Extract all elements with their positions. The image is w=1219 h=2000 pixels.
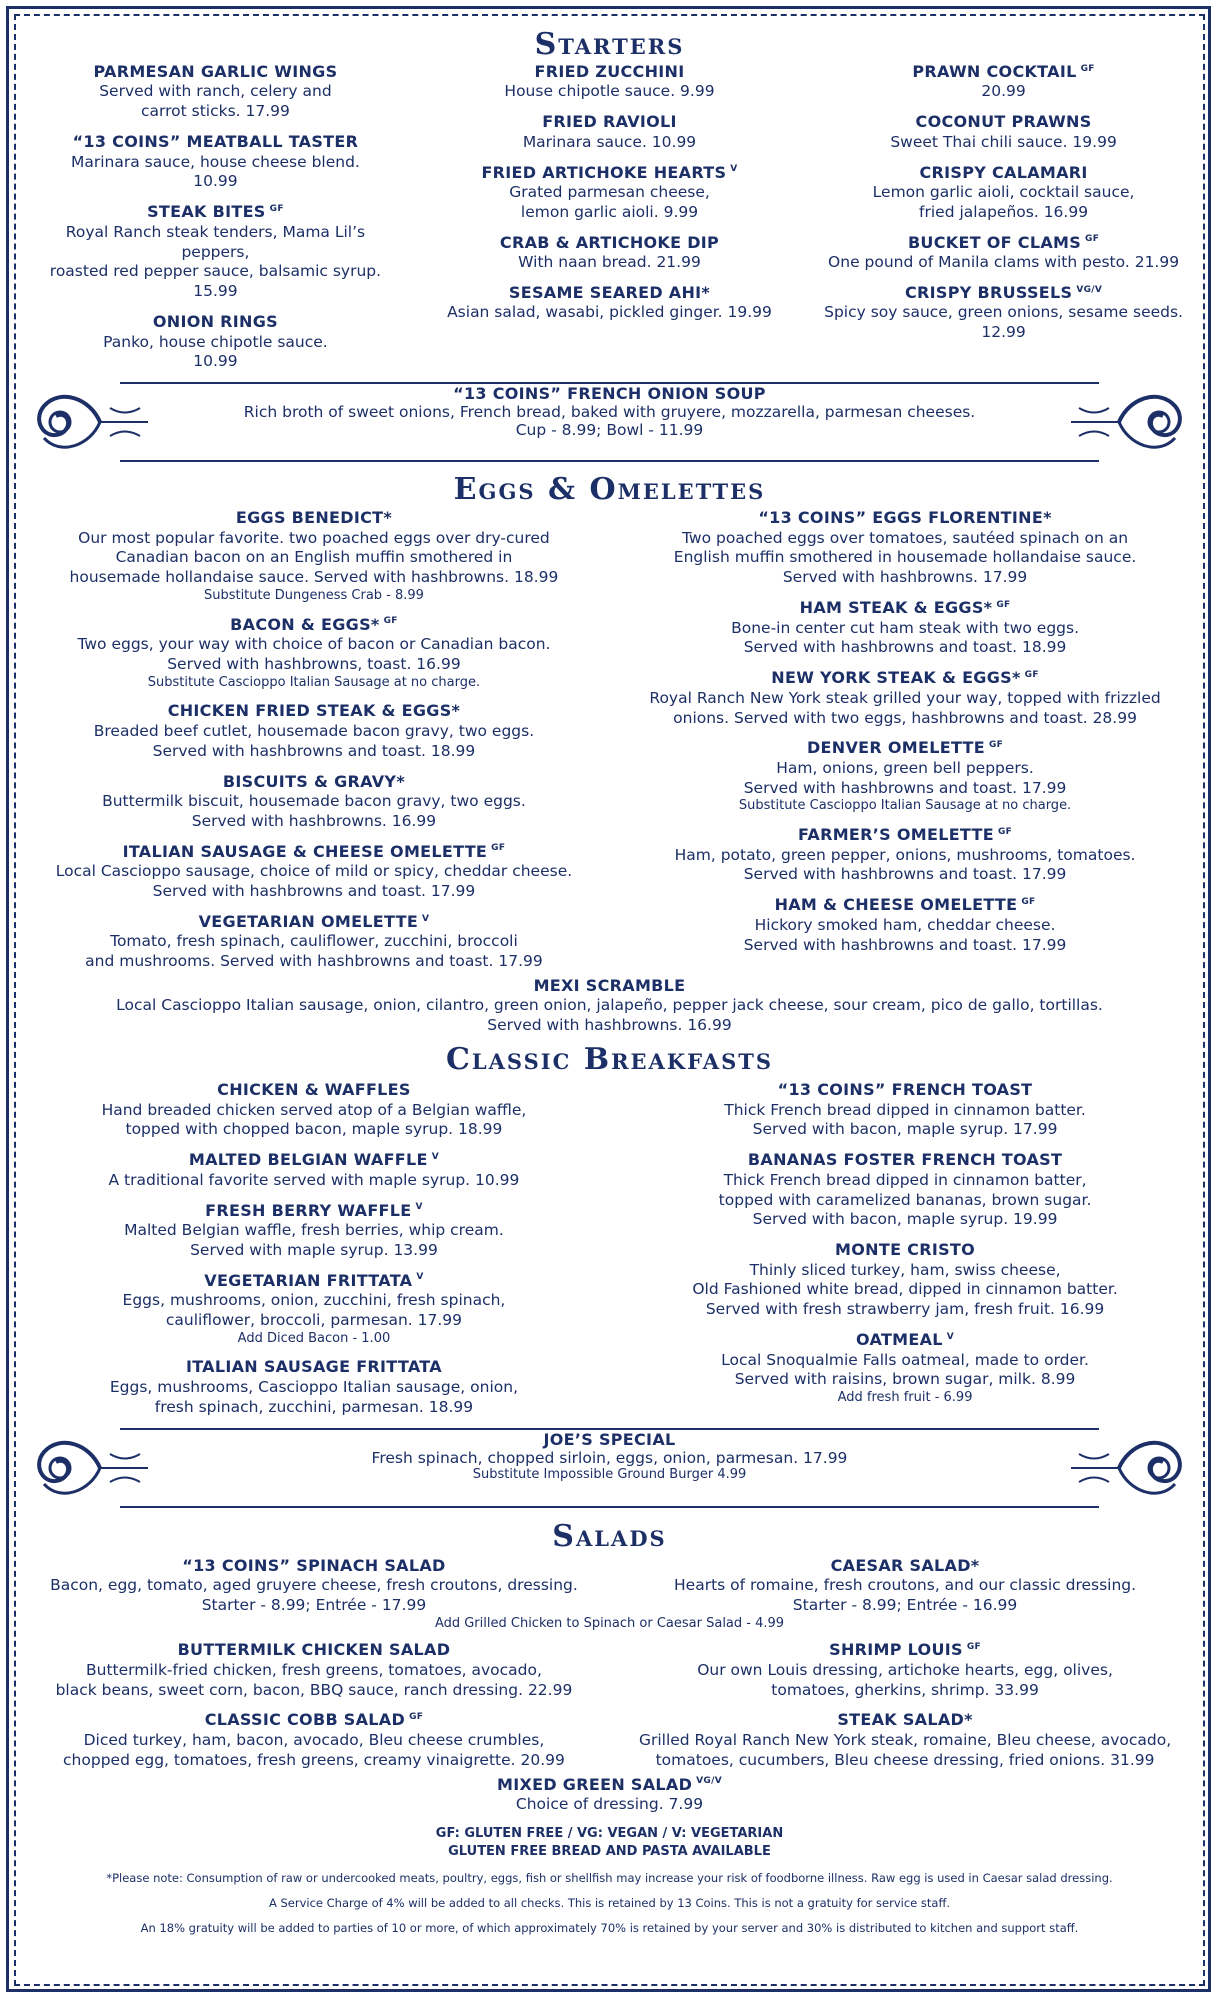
menu-item-note: Add fresh fruit - 6.99	[837, 1390, 973, 1406]
menu-item	[621, 1240, 1189, 1320]
footer-notes	[30, 1871, 1189, 1936]
menu-item-desc: Canadian bacon on an English muffin smothered in	[115, 548, 513, 567]
dietary-tag: V	[431, 1151, 440, 1162]
menu-item-name: FRESH BERRY WAFFLE	[205, 1200, 412, 1220]
menu-item	[621, 1710, 1189, 1770]
menu-item-heading	[621, 598, 1189, 618]
menu-item-heading	[30, 912, 598, 932]
menu-item-desc: Hand breaded chicken served atop of a Belgian waffle,	[101, 1100, 527, 1119]
menu-item	[30, 701, 598, 761]
menu-item-desc: Served with bacon, maple syrup. 19.99	[752, 1210, 1058, 1229]
menu-item-heading	[30, 1357, 598, 1377]
menu-item-desc: 20.99	[981, 82, 1026, 101]
mexi-scramble-desc-2: Served with hashbrowns. 16.99	[487, 1016, 732, 1035]
menu-item	[30, 1640, 598, 1700]
menu-item-desc: chopped egg, tomatoes, fresh greens, creamy vinaigrette. 20.99	[63, 1750, 565, 1769]
starters-col-1	[30, 62, 401, 372]
menu-item-name: NEW YORK STEAK & EGGS*	[771, 668, 1021, 688]
menu-item-name: DENVER OMELETTE	[806, 738, 985, 758]
menu-item-name: ITALIAN SAUSAGE FRITTATA	[185, 1357, 442, 1377]
menu-item-desc: Breaded beef cutlet, housemade bacon gravy, two eggs.	[93, 721, 535, 740]
menu-item-heading	[30, 1080, 598, 1100]
menu-item	[621, 895, 1189, 955]
menu-item	[30, 62, 401, 122]
spinach-salad-item	[30, 1556, 598, 1616]
menu-item-note: Substitute Dungeness Crab - 8.99	[203, 588, 424, 604]
menu-item-desc: fried jalapeños. 16.99	[919, 202, 1089, 221]
eggs-col-right	[621, 508, 1189, 972]
menu-item	[30, 312, 401, 372]
dietary-tag: V	[422, 913, 430, 924]
menu-item-heading	[818, 283, 1189, 303]
menu-item-heading	[621, 1330, 1189, 1350]
menu-item-heading	[621, 508, 1189, 528]
menu-item-heading	[621, 1080, 1189, 1100]
menu-item-name: CHICKEN & WAFFLES	[217, 1080, 411, 1100]
menu-item-desc: Tomato, fresh spinach, cauliflower, zucchini, broccoli	[110, 932, 518, 951]
joes-note: Substitute Impossible Ground Burger 4.99	[472, 1466, 747, 1482]
menu-item-heading	[424, 163, 795, 183]
menu-item-name: BUTTERMILK CHICKEN SALAD	[177, 1640, 451, 1660]
menu-item-desc: English muffin smothered in housemade hollandaise sauce.	[673, 548, 1137, 567]
menu-item-heading	[30, 202, 401, 222]
menu-item-name: FRIED ARTICHOKE HEARTS	[481, 162, 727, 182]
menu-item-desc: House chipotle sauce. 9.99	[504, 82, 715, 101]
caesar-salad-desc-1: Hearts of romaine, fresh croutons, and our classic dressing.	[674, 1576, 1137, 1594]
legend-line-2: GLUTEN FREE BREAD AND PASTA AVAILABLE	[448, 1844, 771, 1860]
dietary-tag: GF	[1024, 669, 1039, 680]
menu-item	[30, 842, 598, 902]
menu-item-desc: Served with raisins, brown sugar, milk. 8.99	[734, 1370, 1076, 1389]
menu-item-desc: Thick French bread dipped in cinnamon batter,	[723, 1170, 1087, 1189]
menu-item-desc: Marinara sauce, house cheese blend.	[70, 152, 360, 171]
caesar-salad-name: CAESAR SALAD*	[830, 1555, 980, 1575]
menu-item-name: EGGS BENEDICT*	[235, 508, 393, 528]
menu-item-desc: Served with hashbrowns and toast. 17.99	[152, 882, 476, 901]
mexi-scramble-item	[30, 976, 1189, 1036]
flourish-ornament-icon	[1069, 1424, 1189, 1512]
dietary-tag: GF	[383, 616, 398, 627]
menu-item-name: ITALIAN SAUSAGE & CHEESE OMELETTE	[122, 841, 488, 861]
soup-desc: Rich broth of sweet onions, French bread, baked with gruyere, mozzarella, parmesan cheeses.	[243, 403, 976, 422]
mexi-scramble-name: MEXI SCRAMBLE	[533, 975, 686, 995]
dietary-tag: VG/V	[1076, 284, 1103, 295]
menu-item-heading	[30, 842, 598, 862]
joes-desc: Fresh spinach, chopped sirloin, eggs, onion, parmesan. 17.99	[371, 1448, 848, 1467]
menu-item	[30, 1080, 598, 1140]
menu-item-desc: carrot sticks. 17.99	[140, 102, 290, 121]
classic-col-left	[30, 1080, 598, 1417]
menu-item-desc: Our most popular favorite. two poached eggs over dry-cured	[78, 528, 550, 547]
menu-item-desc: With naan bread. 21.99	[518, 253, 701, 272]
menu-item-heading	[30, 1271, 598, 1291]
eggs-col-left	[30, 508, 598, 972]
menu-item-desc: Old Fashioned white bread, dipped in cinnamon batter.	[692, 1280, 1118, 1299]
menu-item	[621, 668, 1189, 728]
menu-item-name: “13 COINS” MEATBALL TASTER	[72, 132, 359, 152]
menu-item-name: STEAK SALAD*	[837, 1710, 973, 1730]
menu-item-name: MALTED BELGIAN WAFFLE	[188, 1150, 428, 1170]
menu-item-name: VEGETARIAN OMELETTE	[198, 911, 419, 931]
menu-item	[818, 283, 1189, 343]
menu-item-desc: housemade hollandaise sauce. Served with hashbrowns. 18.99	[69, 568, 559, 587]
menu-item-name: “13 COINS” EGGS FLORENTINE*	[758, 508, 1052, 528]
joes-banner	[30, 1424, 1189, 1512]
footer-note-raw-food: *Please note: Consumption of raw or undercooked meats, poultry, eggs, fish or shellfish may increase your risk of foodborne illness. Raw egg is used in Caesar salad dressing.	[106, 1871, 1113, 1886]
menu-item-desc: Diced turkey, ham, bacon, avocado, Bleu cheese crumbles,	[83, 1730, 545, 1749]
menu-item-desc: Ham, potato, green pepper, onions, mushrooms, tomatoes.	[674, 845, 1136, 864]
menu-item-desc: Hickory smoked ham, cheddar cheese.	[754, 915, 1056, 934]
menu-item-desc: Lemon garlic aioli, cocktail sauce,	[872, 183, 1135, 202]
mixed-green-salad-name: MIXED GREEN SALAD	[497, 1774, 693, 1794]
footer-note-service-charge: A Service Charge of 4% will be added to all checks. This is retained by 13 Coins. This is not a gratuity for service staff.	[268, 1896, 951, 1911]
menu-item-name: “13 COINS” FRENCH TOAST	[777, 1080, 1033, 1100]
menu-item	[621, 1330, 1189, 1407]
menu-item-desc: Our own Louis dressing, artichoke hearts, egg, olives,	[697, 1660, 1113, 1679]
salad-add-note: Add Grilled Chicken to Spinach or Caesar Salad - 4.99	[434, 1615, 785, 1631]
menu-item-desc: Buttermilk-fried chicken, fresh greens, tomatoes, avocado,	[85, 1660, 542, 1679]
menu-item-desc: fresh spinach, zucchini, parmesan. 18.99	[154, 1397, 474, 1416]
menu-item-name: HAM STEAK & EGGS*	[799, 598, 993, 618]
menu-item-name: FRIED ZUCCHINI	[534, 62, 685, 81]
menu-item-desc: Served with hashbrowns, toast. 16.99	[167, 655, 461, 674]
menu-item-desc: topped with caramelized bananas, brown sugar.	[718, 1190, 1092, 1209]
salads-columns	[30, 1640, 1189, 1770]
dietary-tag: GF	[997, 826, 1013, 837]
mixed-green-salad-heading	[30, 1775, 1189, 1795]
menu-item	[30, 1201, 598, 1261]
menu-item-heading	[621, 1710, 1189, 1730]
menu-item-desc: Local Snoqualmie Falls oatmeal, made to order.	[721, 1350, 1089, 1369]
dietary-legend	[30, 1825, 1189, 1861]
dietary-tag: GF	[491, 843, 506, 854]
menu-item	[30, 772, 598, 832]
mixed-green-salad-desc: Choice of dressing. 7.99	[515, 1795, 704, 1813]
dietary-tag: GF	[269, 203, 284, 214]
menu-item-name: MONTE CRISTO	[835, 1240, 976, 1260]
menu-item-desc: Panko, house chipotle sauce.	[103, 332, 328, 351]
dietary-tag: GF	[1080, 63, 1095, 74]
legend-line-1: GF: GLUTEN FREE / VG: VEGAN / V: VEGETARIAN	[435, 1825, 784, 1841]
dietary-tag: GF	[1021, 896, 1036, 907]
menu-item-heading	[424, 233, 795, 253]
menu-item-desc: roasted red pepper sauce, balsamic syrup. 15.99	[49, 262, 382, 301]
menu-item	[30, 1357, 598, 1417]
menu-item-desc: Served with hashbrowns and toast. 17.99	[743, 865, 1067, 884]
menu-item-note: Substitute Cascioppo Italian Sausage at no charge.	[147, 674, 481, 690]
menu-item-name: FARMER’S OMELETTE	[798, 825, 994, 845]
menu-item-heading	[621, 668, 1189, 688]
menu-item	[30, 1271, 598, 1348]
menu-item-desc: Ham, onions, green bell peppers.	[776, 758, 1034, 777]
menu-item-desc: topped with chopped bacon, maple syrup. 18.99	[125, 1120, 503, 1139]
menu-item-heading	[621, 738, 1189, 758]
menu-item-heading	[30, 1640, 598, 1660]
menu-item-heading	[424, 283, 795, 303]
menu-item-desc: Royal Ranch New York steak grilled your way, topped with frizzled	[649, 688, 1161, 707]
menu-item-desc: black beans, sweet corn, bacon, BBQ sauce, ranch dressing. 22.99	[55, 1680, 573, 1699]
menu-item-desc: 10.99	[193, 352, 238, 371]
menu-item-heading	[30, 1201, 598, 1221]
menu-item-desc: Local Cascioppo sausage, choice of mild or spicy, cheddar cheese.	[55, 862, 573, 881]
menu-item	[621, 1080, 1189, 1140]
menu-item-heading	[818, 62, 1189, 82]
menu-item-desc: and mushrooms. Served with hashbrowns and toast. 17.99	[85, 952, 543, 971]
menu-item	[621, 825, 1189, 885]
menu-item-name: CLASSIC COBB SALAD	[204, 1710, 406, 1730]
dietary-tag: V	[730, 164, 738, 175]
dietary-tag: VG/V	[696, 1776, 722, 1787]
menu-item-desc: Served with hashbrowns and toast. 18.99	[152, 741, 476, 760]
menu-item-desc: Thinly sliced turkey, ham, swiss cheese,	[749, 1260, 1061, 1279]
dietary-tag: V	[946, 1331, 955, 1342]
menu-item	[30, 1710, 598, 1770]
caesar-salad-desc-2: Starter - 8.99; Entrée - 16.99	[792, 1595, 1018, 1614]
mexi-scramble-desc-1: Local Cascioppo Italian sausage, onion, cilantro, green onion, jalapeño, pepper jack cheese, sour cream, pico de gallo, tortillas.	[116, 996, 1103, 1015]
menu-item-desc: Served with hashbrowns. 17.99	[782, 568, 1028, 587]
menu-item-desc: Royal Ranch steak tenders, Mama Lil’s peppers,	[65, 222, 366, 261]
menu-item-desc: Spicy soy sauce, green onions, sesame seeds.	[824, 303, 1183, 322]
menu-item-desc: Served with hashbrowns and toast. 17.99	[743, 778, 1067, 797]
menu-item-desc: 12.99	[981, 323, 1026, 342]
starters-col-2	[424, 62, 795, 372]
menu-item	[621, 738, 1189, 815]
menu-item	[30, 912, 598, 972]
classic-columns	[30, 1080, 1189, 1417]
menu-item-desc: Asian salad, wasabi, pickled ginger. 19.99	[447, 303, 772, 322]
menu-item-name: BANANAS FOSTER FRENCH TOAST	[747, 1150, 1063, 1170]
soup-price: Cup - 8.99; Bowl - 11.99	[515, 421, 704, 440]
menu-item-desc: Two eggs, your way with choice of bacon or Canadian bacon.	[77, 635, 551, 654]
menu-item-name: CRISPY CALAMARI	[919, 162, 1088, 182]
menu-item-desc: tomatoes, cucumbers, Bleu cheese dressing, fried onions. 31.99	[655, 1750, 1155, 1769]
menu-item	[424, 233, 795, 273]
menu-item-desc: Two poached eggs over tomatoes, sautéed spinach on an	[682, 528, 1129, 547]
menu-item-desc: One pound of Manila clams with pesto. 21.99	[828, 253, 1180, 272]
menu-item	[621, 1150, 1189, 1230]
starters-title: Starters	[534, 27, 685, 62]
menu-item	[424, 163, 795, 223]
menu-item	[30, 132, 401, 192]
menu-item-heading	[621, 1640, 1189, 1660]
menu-item-desc: lemon garlic aioli. 9.99	[520, 202, 699, 221]
menu-item-heading	[621, 1240, 1189, 1260]
menu-item	[30, 1150, 598, 1190]
menu-item-name: BUCKET OF CLAMS	[907, 232, 1082, 252]
menu-item-heading	[818, 163, 1189, 183]
menu-item-name: SHRIMP LOUIS	[829, 1640, 963, 1660]
menu-item-name: SESAME SEARED AHI*	[508, 283, 711, 303]
menu-item-desc: Served with maple syrup. 13.99	[190, 1240, 438, 1259]
menu-item-name: BACON & EGGS*	[230, 614, 380, 634]
menu-item-heading	[30, 1710, 598, 1730]
menu-item-heading	[30, 62, 401, 82]
menu-item-name: PRAWN COCKTAIL	[912, 62, 1077, 81]
menu-item-heading	[30, 132, 401, 152]
menu-item-name: CHICKEN FRIED STEAK & EGGS*	[167, 701, 461, 721]
eggs-columns	[30, 508, 1189, 972]
menu-item-name: FRIED RAVIOLI	[542, 112, 677, 132]
menu-item-heading	[30, 701, 598, 721]
joes-item	[30, 1430, 1189, 1482]
menu-item	[30, 202, 401, 302]
menu-page	[30, 28, 1189, 1978]
menu-item-desc: cauliflower, broccoli, parmesan. 17.99	[165, 1310, 463, 1329]
menu-item-name: BISCUITS & GRAVY*	[222, 771, 405, 791]
mixed-green-salad-item	[30, 1775, 1189, 1815]
dietary-tag: V	[416, 1272, 424, 1283]
soup-name: “13 COINS” FRENCH ONION SOUP	[453, 384, 766, 404]
menu-item-desc: 10.99	[193, 172, 238, 191]
menu-item-desc: Eggs, mushrooms, onion, zucchini, fresh spinach,	[122, 1291, 506, 1310]
menu-item-heading	[424, 62, 795, 82]
menu-item	[818, 112, 1189, 152]
menu-item-heading	[30, 1150, 598, 1170]
menu-item	[818, 163, 1189, 223]
spinach-salad-name: “13 COINS” SPINACH SALAD	[182, 1555, 446, 1575]
dietary-tag: GF	[966, 1641, 981, 1652]
classic-title: Classic Breakfasts	[445, 1042, 774, 1078]
starters-col-3	[818, 62, 1189, 372]
menu-item-desc: Malted Belgian waffle, fresh berries, whip cream.	[124, 1221, 504, 1239]
menu-item-name: ONION RINGS	[152, 312, 278, 332]
menu-item-heading	[818, 112, 1189, 132]
menu-item-name: CRAB & ARTICHOKE DIP	[499, 232, 720, 252]
soup-banner	[30, 378, 1189, 466]
salads-col-left	[30, 1640, 598, 1770]
menu-item-name: VEGETARIAN FRITTATA	[204, 1270, 413, 1290]
menu-item-heading	[818, 233, 1189, 253]
joes-name: JOE’S SPECIAL	[543, 1429, 676, 1449]
menu-item-desc: Served with fresh strawberry jam, fresh fruit. 16.99	[705, 1300, 1105, 1319]
menu-item-name: CRISPY BRUSSELS	[904, 283, 1073, 303]
menu-item-desc: Buttermilk biscuit, housemade bacon gravy, two eggs.	[102, 792, 526, 811]
menu-item-heading	[621, 895, 1189, 915]
menu-item-desc: Served with bacon, maple syrup. 17.99	[752, 1120, 1058, 1139]
menu-item	[424, 62, 795, 102]
dietary-tag: GF	[409, 1712, 424, 1723]
menu-item-desc: Served with hashbrowns. 16.99	[191, 811, 437, 830]
salads-row-1	[30, 1556, 1189, 1616]
menu-item-desc: Served with hashbrowns and toast. 18.99	[743, 638, 1067, 657]
menu-item-heading	[621, 825, 1189, 845]
soup-item	[30, 384, 1189, 439]
eggs-title: Eggs & Omelettes	[453, 472, 766, 508]
menu-item	[621, 1640, 1189, 1700]
menu-item-heading	[30, 312, 401, 332]
menu-item	[818, 233, 1189, 273]
menu-item-name: HAM & CHEESE OMELETTE	[774, 895, 1018, 915]
menu-item-desc: Grilled Royal Ranch New York steak, romaine, Bleu cheese, avocado,	[638, 1730, 1172, 1749]
salads-col-right	[621, 1640, 1189, 1770]
dietary-tag: GF	[1085, 234, 1100, 245]
menu-item-desc: A traditional favorite served with maple syrup. 10.99	[108, 1170, 520, 1189]
menu-item-desc: Sweet Thai chili sauce. 19.99	[890, 132, 1117, 151]
classic-col-right	[621, 1080, 1189, 1417]
menu-item-desc: Bone-in center cut ham steak with two eggs.	[731, 618, 1079, 637]
menu-item-heading	[621, 1150, 1189, 1170]
menu-item-heading	[30, 772, 598, 792]
spinach-salad-desc-2: Starter - 8.99; Entrée - 17.99	[201, 1595, 427, 1614]
menu-item-desc: tomatoes, gherkins, shrimp. 33.99	[771, 1680, 1039, 1699]
menu-item-heading	[424, 112, 795, 132]
menu-item	[621, 598, 1189, 658]
menu-item	[30, 508, 598, 605]
menu-item	[818, 62, 1189, 102]
menu-item-heading	[30, 508, 598, 528]
spinach-salad-desc-1: Bacon, egg, tomato, aged gruyere cheese, fresh croutons, dressing.	[50, 1576, 578, 1594]
menu-item-name: PARMESAN GARLIC WINGS	[93, 62, 338, 81]
menu-item	[424, 112, 795, 152]
salads-title: Salads	[552, 1518, 667, 1554]
flourish-ornament-icon	[1069, 378, 1189, 466]
menu-item-desc: Thick French bread dipped in cinnamon batter.	[724, 1100, 1086, 1119]
menu-item-note: Substitute Cascioppo Italian Sausage at no charge.	[738, 798, 1072, 814]
menu-item-desc: Eggs, mushrooms, Cascioppo Italian sausage, onion,	[109, 1377, 518, 1396]
menu-item-desc: Grated parmesan cheese,	[509, 183, 710, 202]
dietary-tag: GF	[996, 599, 1011, 610]
menu-item	[424, 283, 795, 323]
dietary-tag: GF	[988, 740, 1004, 751]
menu-item-name: COCONUT PRAWNS	[915, 112, 1092, 132]
menu-item-name: STEAK BITES	[147, 202, 266, 222]
menu-item	[30, 615, 598, 692]
footer-note-gratuity: An 18% gratuity will be added to parties of 10 or more, of which approximately 70% is retained by your server and 30% is distributed to kitchen and support staff.	[140, 1921, 1079, 1936]
starters-columns	[30, 62, 1189, 372]
dietary-tag: V	[415, 1202, 423, 1213]
menu-item-desc: Served with ranch, celery and	[99, 82, 332, 101]
menu-item-desc: Served with hashbrowns and toast. 17.99	[743, 935, 1067, 954]
menu-item-name: OATMEAL	[856, 1330, 943, 1350]
caesar-salad-item	[621, 1556, 1189, 1616]
menu-item-note: Add Diced Bacon - 1.00	[237, 1330, 391, 1346]
menu-item-heading	[30, 615, 598, 635]
menu-item	[621, 508, 1189, 588]
menu-item-desc: Marinara sauce. 10.99	[522, 132, 697, 151]
menu-item-desc: onions. Served with two eggs, hashbrowns and toast. 28.99	[673, 708, 1137, 727]
